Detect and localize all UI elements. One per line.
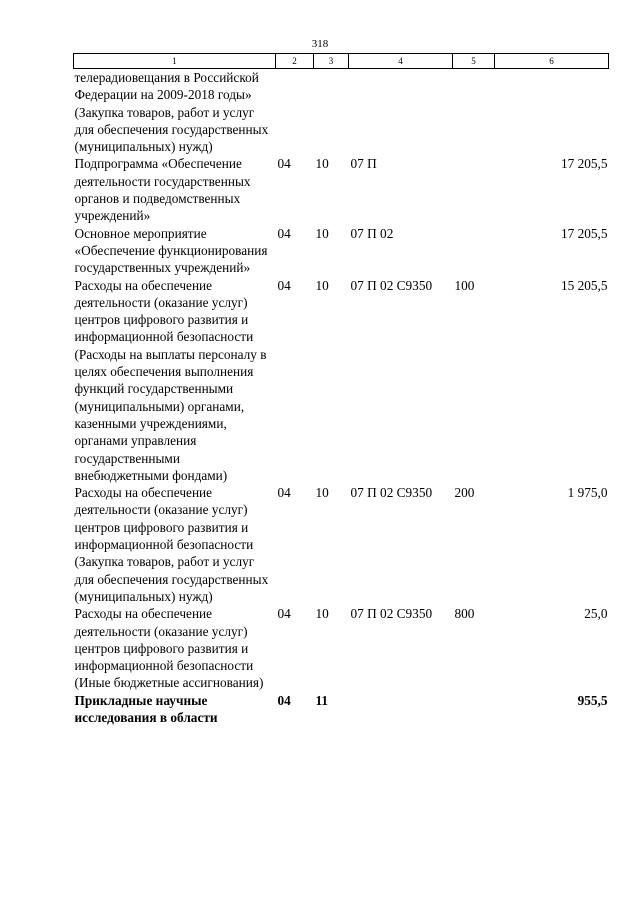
table-row: [74, 69, 609, 156]
page-number: 318: [311, 38, 329, 50]
row-expense-type: 100: [454, 277, 475, 293]
row-subsection-code: 10: [315, 225, 329, 241]
row-target-article: 07 П 02 С9350: [350, 606, 433, 622]
row-subsection-code: 10: [315, 606, 329, 622]
row-amount: 15 205,5: [560, 277, 608, 293]
row-subsection-code: [314, 69, 349, 156]
row-name: телерадиовещания в Российской Федерации на 2009-2018 годы» (Закупка товаров, работ и услуг для обеспечения государственных (муниципальных) нужд): [74, 70, 269, 155]
row-target-article: 07 П 02 С9350: [350, 485, 433, 501]
row-expense-type: [453, 155, 495, 224]
row-target-article: [349, 692, 453, 727]
row-amount: 17 205,5: [560, 225, 608, 241]
row-section-code: [276, 69, 314, 156]
row-amount: [495, 69, 609, 156]
row-name: Прикладные научные исследования в области: [74, 692, 218, 725]
table-row: [74, 225, 609, 277]
row-target-article: [349, 69, 453, 156]
row-expense-type: [453, 692, 495, 727]
row-amount: 25,0: [584, 606, 608, 622]
row-name: Расходы на обеспечение деятельности (оказание услуг) центров цифрового развития и информационной безопасности (Иные бюджетные ассигнования): [74, 606, 264, 691]
column-header: 6: [495, 54, 609, 69]
row-expense-type: [453, 225, 495, 277]
budget-table: [73, 53, 609, 726]
column-header: 2: [276, 54, 314, 69]
row-name: Расходы на обеспечение деятельности (оказание услуг) центров цифрового развития и информационной безопасности (Расходы на выплаты персоналу в целях обеспечения выполнения функций государственными (муниципальными) органами, казенными учреждениями, органами управления государственными внебюджетными фондами): [74, 277, 267, 483]
row-section-code: 04: [277, 692, 291, 708]
row-subsection-code: 10: [315, 156, 329, 172]
row-expense-type: 800: [454, 606, 475, 622]
row-amount: 17 205,5: [560, 156, 608, 172]
row-expense-type: [453, 69, 495, 156]
table-row: [74, 692, 609, 727]
row-section-code: 04: [277, 225, 291, 241]
row-name: Основное мероприятие «Обеспечение функционирования государственных учреждений»: [74, 225, 268, 276]
column-header: 1: [74, 54, 276, 69]
row-target-article: 07 П 02 С9350: [350, 277, 433, 293]
column-header: 4: [349, 54, 453, 69]
table-row: [74, 277, 609, 485]
row-name: Подпрограмма «Обеспечение деятельности государственных органов и подведомственных учреждений»: [74, 156, 251, 224]
row-expense-type: 200: [454, 485, 475, 501]
table-row: [74, 484, 609, 605]
row-section-code: 04: [277, 277, 291, 293]
row-subsection-code: 10: [315, 277, 329, 293]
row-section-code: 04: [277, 606, 291, 622]
row-target-article: 07 П: [350, 156, 377, 172]
row-section-code: 04: [277, 156, 291, 172]
row-amount: 955,5: [577, 692, 608, 708]
row-target-article: 07 П 02: [350, 225, 394, 241]
row-section-code: 04: [277, 485, 291, 501]
table-row: [74, 605, 609, 691]
table-row: [74, 155, 609, 224]
row-subsection-code: 11: [315, 692, 329, 708]
column-header: 5: [453, 54, 495, 69]
table-header-row: [74, 54, 609, 69]
row-amount: 1 975,0: [567, 485, 608, 501]
column-header: 3: [314, 54, 349, 69]
row-subsection-code: 10: [315, 485, 329, 501]
row-name: Расходы на обеспечение деятельности (оказание услуг) центров цифрового развития и информационной безопасности (Закупка товаров, работ и услуг для обеспечения государственных (муниципальных) нужд): [74, 485, 269, 604]
